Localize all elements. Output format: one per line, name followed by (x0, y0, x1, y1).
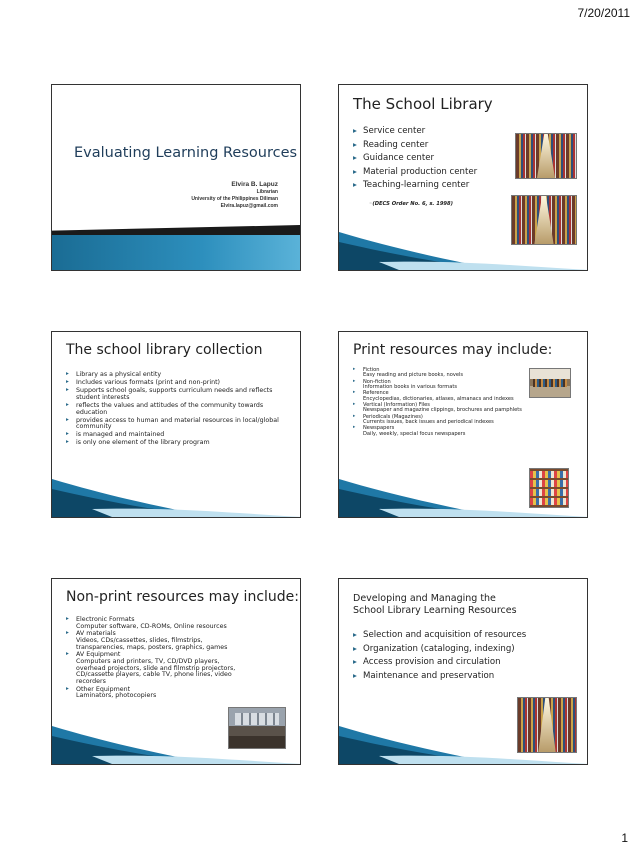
item-description: Laminators, photocopiers (76, 692, 157, 700)
author-name: Elvira B. Lapuz (231, 181, 278, 188)
slide-title: The school library collection (66, 342, 263, 358)
list-item: ▸ is managed and maintained (66, 432, 291, 439)
list-item: ▸ Service center (353, 127, 523, 136)
list-item: ▸ Selection and acquisition of resources (353, 631, 588, 640)
library-aisle-photo (515, 133, 577, 179)
slide-title-line-1: Developing and Managing the (353, 593, 496, 604)
slide-title-line-2: School Library Learning Resources (353, 605, 517, 617)
item-description: Information books in various formats (363, 384, 457, 391)
item-description: Videos, CDs/cassettes, slides, filmstrips, transparencies, maps, posters, graphics, games (76, 637, 228, 651)
list-item: ▸ Supports school goals, supports curriculum needs and reflects student interests (66, 388, 291, 401)
list-item: ▸ Material production center (353, 168, 523, 177)
item-description: Computers and printers, TV, CD/DVD players, overhead projectors, slide and filmstrip projectors, CD/cassette players, cable TV, phone lines, video recorders (76, 658, 236, 685)
list-item (66, 652, 236, 685)
list-item: ▸ Guidance center (353, 154, 523, 163)
item-heading: Newspapers (363, 425, 395, 432)
print-date: 7/20/2011 (577, 6, 630, 20)
slide-title: The School Library (353, 95, 493, 113)
list-item (353, 380, 538, 391)
citation: ◦ (DECS Order No. 6, s. 1998) (369, 201, 453, 207)
item-heading: Vertical (Information) Files (363, 402, 430, 409)
item-heading: Reference (363, 390, 389, 397)
item-heading: Fiction (363, 367, 380, 373)
bullet-list (353, 127, 523, 195)
bullet-list (353, 631, 588, 685)
page-number: 1 (621, 831, 628, 845)
list-item: ▸ Includes various formats (print and non-print) (66, 380, 291, 387)
author-block (191, 181, 278, 209)
list-item (353, 415, 538, 426)
item-heading: AV materials (76, 630, 116, 638)
item-description: Newspaper and magazine clippings, brochures and pamphlets (363, 407, 522, 414)
bullet-list (66, 372, 291, 449)
list-item (353, 403, 538, 414)
footer-swoosh (339, 467, 588, 517)
slide-title: Non-print resources may include: (66, 589, 299, 605)
list-item: ▸ reflects the values and attitudes of the community towards education (66, 403, 291, 416)
list-item (66, 687, 236, 700)
list-item (353, 391, 538, 402)
item-description: Computer software, CD-ROMs, Online resources (76, 622, 227, 630)
item-description: Currents issues, back issues and periodical indexes (363, 419, 494, 426)
list-item: ▸ Teaching-learning center (353, 181, 523, 190)
slide-6 (338, 578, 588, 765)
list-item (353, 368, 538, 379)
item-description: Daily, weekly, special focus newspapers (363, 430, 466, 437)
bullet-list (66, 617, 236, 701)
bullet-list (353, 368, 538, 438)
list-item: ▸ Reading center (353, 141, 523, 150)
item-heading: Periodicals (Magazines) (363, 413, 423, 420)
list-item: ▸ Maintenance and preservation (353, 672, 588, 681)
reading-room-photo (529, 368, 571, 398)
item-heading: AV Equipment (76, 651, 121, 659)
item-heading: Other Equipment (76, 685, 131, 693)
title-blue-band (52, 235, 301, 271)
list-item (66, 617, 236, 630)
item-heading: Electronic Formats (76, 616, 135, 623)
author-org: University of the Philippines Diliman (191, 196, 278, 202)
list-item: ▸ Organization (cataloging, indexing) (353, 645, 588, 654)
slide-3 (51, 331, 301, 518)
slide-4 (338, 331, 588, 518)
list-item: ▸ Access provision and circulation (353, 658, 588, 667)
slide-2 (338, 84, 588, 271)
slide-1 (51, 84, 301, 271)
list-item: ▸ provides access to human and material resources in local/global community (66, 418, 291, 431)
author-email: Elvira.lapuz@gmail.com (220, 203, 278, 209)
slide-5 (51, 578, 301, 765)
item-heading: Non-fiction (363, 378, 391, 385)
list-item: ▸ Library as a physical entity (66, 372, 291, 379)
footer-swoosh (339, 220, 588, 270)
list-item (353, 426, 538, 437)
item-description: Encyclopedias, dictionaries, atlases, almanacs and indexes (363, 395, 514, 402)
list-item (66, 631, 236, 651)
list-item: ▸ is only one element of the library program (66, 440, 291, 447)
author-role: Librarian (256, 189, 278, 195)
slide-title (353, 593, 583, 618)
item-description: Easy reading and picture books, novels (363, 372, 464, 379)
footer-swoosh (52, 714, 301, 764)
footer-swoosh (339, 714, 588, 764)
slide-title: Print resources may include: (353, 342, 553, 358)
slide-title: Evaluating Learning Resources (74, 145, 298, 161)
footer-swoosh (52, 467, 301, 517)
